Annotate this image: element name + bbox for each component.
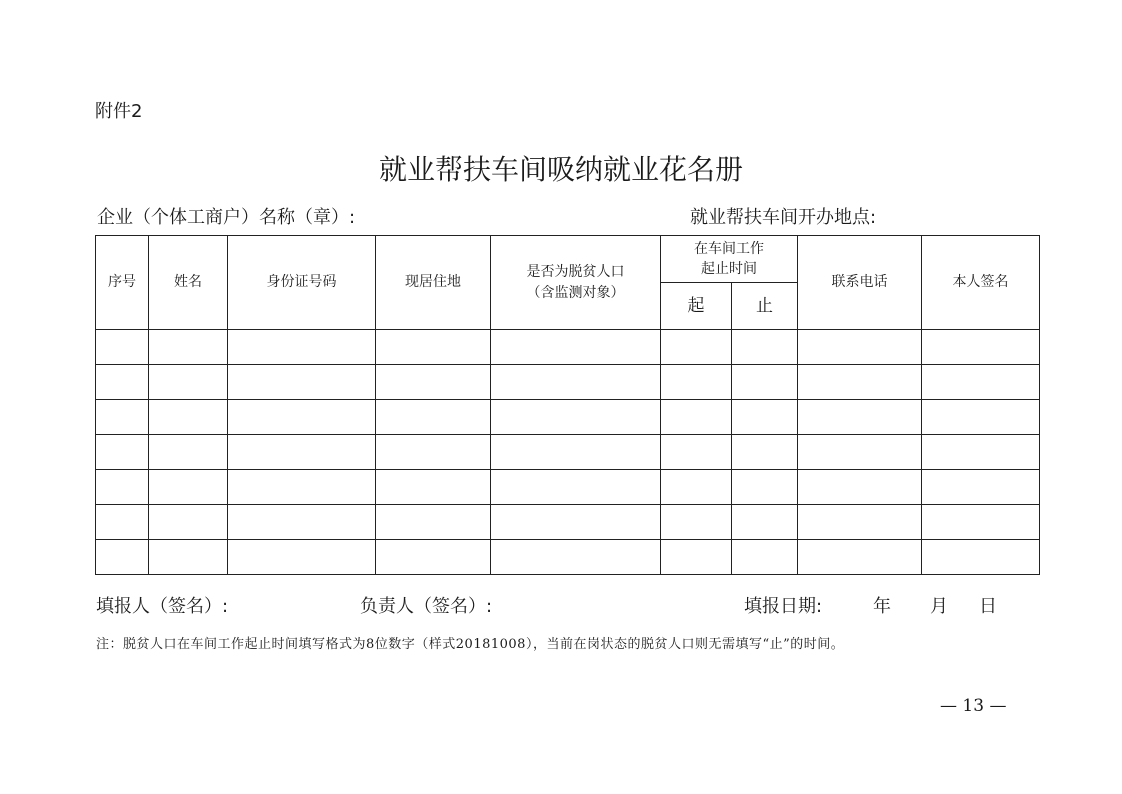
table-cell[interactable] xyxy=(376,470,491,505)
table-cell[interactable] xyxy=(96,505,149,540)
header-signature: 本人签名 xyxy=(922,236,1040,330)
table-cell[interactable] xyxy=(798,365,922,400)
page-number: — 13 — xyxy=(940,696,1007,716)
table-cell[interactable] xyxy=(376,540,491,575)
header-id-number: 身份证号码 xyxy=(228,236,376,330)
company-name-label: 企业（个体工商户）名称（章）: xyxy=(97,207,356,228)
filler-signature-label: 填报人（签名）: xyxy=(96,596,229,617)
table-cell[interactable] xyxy=(491,505,661,540)
table-cell[interactable] xyxy=(96,365,149,400)
table-cell[interactable] xyxy=(376,330,491,365)
roster-table xyxy=(95,235,1040,575)
table-cell[interactable] xyxy=(732,470,798,505)
table-cell[interactable] xyxy=(798,540,922,575)
table-cell[interactable] xyxy=(798,400,922,435)
table-cell[interactable] xyxy=(922,435,1040,470)
header-work-time-line1: 在车间工作 xyxy=(694,240,764,257)
table-cell[interactable] xyxy=(922,470,1040,505)
table-cell[interactable] xyxy=(376,400,491,435)
header-poverty-line2: （含监测对象） xyxy=(526,284,625,301)
table-cell[interactable] xyxy=(228,365,376,400)
fill-date-label: 填报日期: xyxy=(744,596,823,617)
table-row xyxy=(96,330,1040,365)
footnote: 注：脱贫人口在车间工作起止时间填写格式为8位数字（样式20181008），当前在岗状态的脱贫人口则无需填写“止”的时间。 xyxy=(96,637,845,652)
responsible-signature-label: 负责人（签名）: xyxy=(360,596,493,617)
header-poverty-line1: 是否为脱贫人口 xyxy=(526,264,625,281)
header-work-time xyxy=(661,236,798,283)
table-cell[interactable] xyxy=(922,400,1040,435)
header-start: 起 xyxy=(661,283,732,330)
header-work-time-line2: 起止时间 xyxy=(701,261,757,277)
day-label: 日 xyxy=(979,596,997,617)
table-cell[interactable] xyxy=(661,435,732,470)
table-cell[interactable] xyxy=(922,505,1040,540)
table-cell[interactable] xyxy=(732,505,798,540)
table-cell[interactable] xyxy=(491,330,661,365)
table-cell[interactable] xyxy=(491,540,661,575)
table-cell[interactable] xyxy=(661,540,732,575)
table-cell[interactable] xyxy=(376,435,491,470)
table-cell[interactable] xyxy=(149,400,228,435)
table-cell[interactable] xyxy=(96,400,149,435)
table-cell[interactable] xyxy=(149,330,228,365)
table-cell[interactable] xyxy=(228,435,376,470)
table-cell[interactable] xyxy=(96,540,149,575)
table-row xyxy=(96,540,1040,575)
table-cell[interactable] xyxy=(491,365,661,400)
attachment-label: 附件2 xyxy=(95,101,143,122)
table-cell[interactable] xyxy=(96,330,149,365)
table-cell[interactable] xyxy=(922,365,1040,400)
table-cell[interactable] xyxy=(798,330,922,365)
header-address: 现居住地 xyxy=(376,236,491,330)
table-cell[interactable] xyxy=(228,505,376,540)
table-cell[interactable] xyxy=(96,470,149,505)
table-cell[interactable] xyxy=(798,435,922,470)
table-cell[interactable] xyxy=(798,470,922,505)
table-cell[interactable] xyxy=(228,540,376,575)
workshop-location-label: 就业帮扶车间开办地点: xyxy=(690,207,877,228)
table-cell[interactable] xyxy=(228,330,376,365)
header-poverty-status xyxy=(491,236,661,330)
table-cell[interactable] xyxy=(228,400,376,435)
roster-body xyxy=(96,330,1040,575)
table-cell[interactable] xyxy=(228,470,376,505)
table-cell[interactable] xyxy=(376,365,491,400)
table-cell[interactable] xyxy=(732,365,798,400)
page-title: 就业帮扶车间吸纳就业花名册 xyxy=(378,153,743,186)
table-row xyxy=(96,365,1040,400)
header-seq: 序号 xyxy=(96,236,149,330)
table-cell[interactable] xyxy=(661,470,732,505)
table-cell[interactable] xyxy=(149,540,228,575)
table-cell[interactable] xyxy=(732,435,798,470)
table-cell[interactable] xyxy=(798,505,922,540)
table-cell[interactable] xyxy=(491,435,661,470)
table-cell[interactable] xyxy=(149,470,228,505)
table-cell[interactable] xyxy=(96,435,149,470)
table-cell[interactable] xyxy=(732,400,798,435)
table-cell[interactable] xyxy=(376,505,491,540)
table-cell[interactable] xyxy=(922,330,1040,365)
header-end: 止 xyxy=(732,283,798,330)
table-row xyxy=(96,470,1040,505)
table-cell[interactable] xyxy=(491,400,661,435)
table-cell[interactable] xyxy=(149,505,228,540)
table-row xyxy=(96,435,1040,470)
table-cell[interactable] xyxy=(661,400,732,435)
table-cell[interactable] xyxy=(661,505,732,540)
table-cell[interactable] xyxy=(661,365,732,400)
table-cell[interactable] xyxy=(922,540,1040,575)
table-cell[interactable] xyxy=(149,365,228,400)
table-row xyxy=(96,505,1040,540)
header-name: 姓名 xyxy=(149,236,228,330)
year-label: 年 xyxy=(873,596,891,617)
table-cell[interactable] xyxy=(149,435,228,470)
table-cell[interactable] xyxy=(732,330,798,365)
header-phone: 联系电话 xyxy=(798,236,922,330)
month-label: 月 xyxy=(930,596,948,617)
table-cell[interactable] xyxy=(732,540,798,575)
table-cell[interactable] xyxy=(661,330,732,365)
table-cell[interactable] xyxy=(491,470,661,505)
table-row xyxy=(96,400,1040,435)
